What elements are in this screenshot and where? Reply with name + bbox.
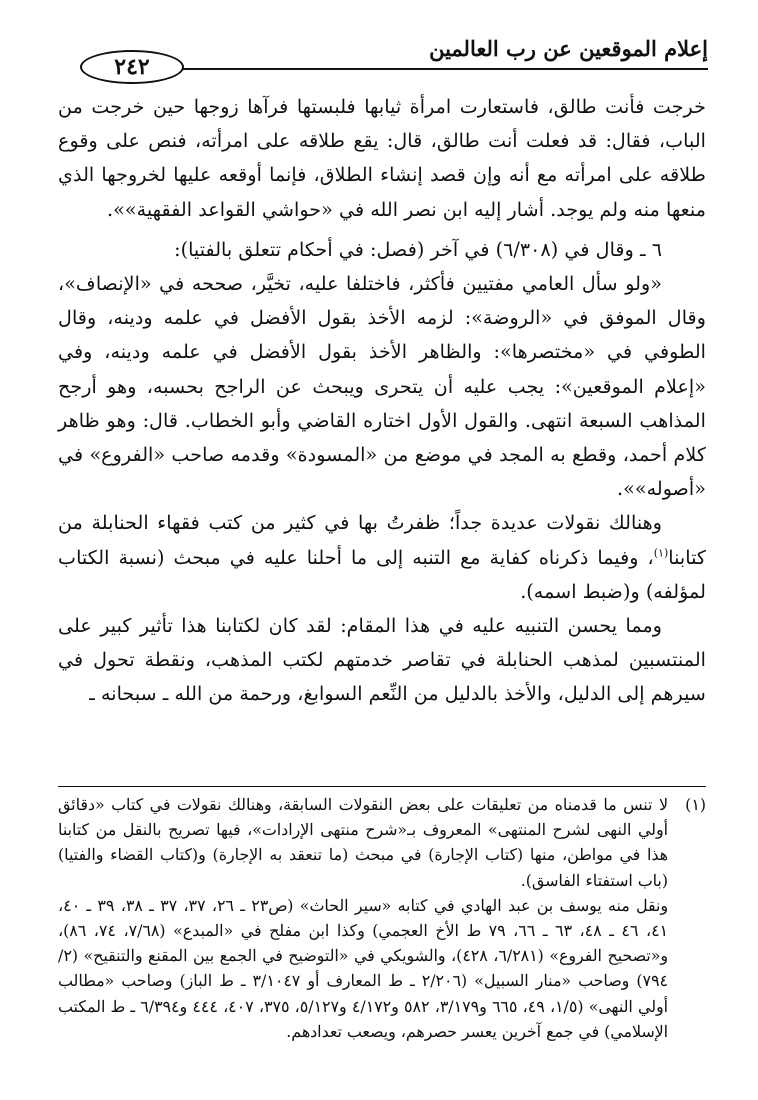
- main-text: [58, 90, 706, 712]
- paragraph-4-text-b: ، وفيما ذكرناه كفاية مع التنبه إلى ما أحلنا عليه في مبحث (نسبة الكتاب لمؤلفه) و(ضبط اسمه).: [58, 545, 706, 603]
- page-number-badge: [80, 50, 184, 84]
- paragraph-4: [58, 506, 706, 609]
- footnote-ref[interactable]: (١): [653, 546, 669, 560]
- footnote-marker: (١): [685, 795, 706, 814]
- footnote-1: [58, 792, 706, 893]
- paragraph-5: ومما يحسن التنبيه عليه في هذا المقام: لقد كان لكتابنا هذا تأثير كبير على المنتسبين لمذهب الحنابلة في تقاصر خدمتهم لكتب المذهب، ونقطة تحول في سيرهم إلى الدليل، والأخذ بالدليل من النِّعم السوابغ، ورحمة من الله ـ سبحانه ـ: [58, 614, 706, 706]
- paragraph-3-quote: «ولو سأل العامي مفتيين فأكثر، فاختلفا عليه، تخيَّر، صححه في «الإنصاف»، وقال الموفق في «الروضة»: لزمه الأخذ بقول الأفضل في علمه ودينه، وقال الطوفي في «مختصرها»: والظاهر الأخذ بقول الأفضل في علمه ودينه، وفي «إعلام الموقعين»: يجب عليه أن يتحرى ويبحث عن الراجح بحسبه، وهو أرجح المذاهب السبعة انتهى. والقول الأول اختاره القاضي وأبو الخطاب. قال: وهو ظاهر كلام أحمد، وقطع به المجد في موضع من «المسودة» وقدمه صاحب «الفروع» في «أصوله»».: [58, 272, 706, 501]
- footnote-1-text: لا تنس ما قدمناه من تعليقات على بعض النقولات السابقة، وهنالك نقولات في كتاب «دقائق أولي النهى لشرح المنتهى» المعروف بـ«شرح منتهى الإرادات»، فيها تصريح بالنقل من كتابنا هذا في مواطن، منها (كتاب الإجارة) في مبحث (ما تنعقد به الإجارة) و(كتاب القضاء والفتيا) (باب استفتاء الفاسق).: [58, 795, 668, 890]
- header-rule: [180, 68, 708, 70]
- footnote-1-continuation: ونقل منه يوسف بن عبد الهادي في كتابه «سير الحاث» (ص٢٣ ـ ٢٦، ٣٧، ٣٧ ـ ٣٨، ٣٩ ـ ٤٠، ٤١، ٤٦ ـ ٤٨، ٦٣ ـ ٦٦، ٧٩ ط الأخ العجمي) وكذا ابن مفلح في «المبدع» (٧/٦٨، ٧٤، ٨٦)، و«تصحيح الفروع» (٦/٢٨١، ٤٢٨)، والشويكي في «التوضيح في الجمع بين المقنع والتنقيح» (٢/ ٧٩٤) وصاحب «منار السبيل» (٢/٢٠٦ ـ ط المعارف أو ٣/١٠٤٧ ـ ط الباز) وصاحب «مطالب أولي النهى» (١/٥، ٤٩، ٦٦٥ و٣/١٧٩، ٥٨٢ و٤/١٧٢ و٥/١٢٧، ٣٧٥، ٤٠٧، ٤٤٤ و٦/٣٩٤ ـ ط المكتب الإسلامي) في جمع آخرين يعسر حصرهم، ويصعب تعدادهم.: [58, 895, 669, 1041]
- book-title: إعلام الموقعين عن رب العالمين: [429, 36, 708, 61]
- paragraph-4-text-a: وهنالك نقولات عديدة جداً؛ ظفرتُ بها في كثير من كتب فقهاء الحنابلة من كتابنا: [58, 511, 706, 569]
- footnotes: [58, 792, 706, 1044]
- running-header: [56, 22, 708, 82]
- paragraph-2: ٦ ـ وقال في (٦/٣٠٨) في آخر (فصل: في أحكام تتعلق بالفتيا):: [174, 237, 662, 261]
- footnote-separator: [58, 786, 706, 787]
- paragraph-1: خرجت فأنت طالق، فاستعارت امرأة ثيابها فلبستها فرآها زوجها حين خرجت من الباب، فقال: قد فعلت أنت طالق، قال: يقع طلاقه على امرأته، فنص على وقوع طلاقه على امرأته مع أنه وإن قصد إنشاء الطلاق، فإنما أوقعه عليها لخروجها الذي منعها منه ولم يوجد. أشار إليه ابن نصر الله في «حواشي القواعد الفقهية»».: [58, 95, 706, 221]
- page-number: ٢٤٢: [114, 54, 150, 80]
